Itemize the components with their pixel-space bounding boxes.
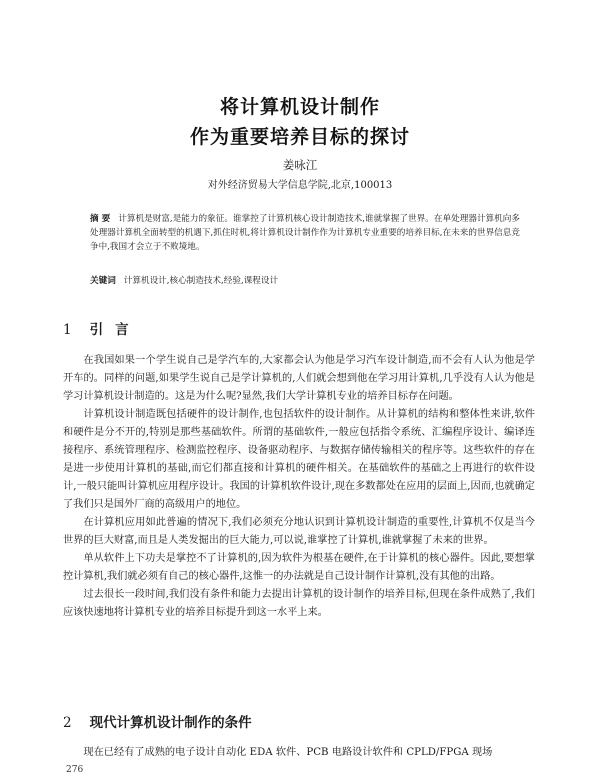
section-2-heading: [63, 711, 252, 731]
keywords-label: 关键词: [90, 276, 116, 286]
abstract-label: 摘 要: [90, 214, 111, 224]
keywords: [90, 274, 520, 286]
keywords-text: 计算机设计,核心制造技术,经验,课程设计: [123, 276, 279, 286]
section-2-body: [63, 744, 535, 762]
author-affiliation: 对外经济贸易大学信息学院,北京,100013: [207, 180, 393, 191]
section-1-title: 引言: [89, 322, 141, 338]
abstract: [90, 212, 520, 254]
paper-title-line2: 作为重要培养目标的探讨: [189, 126, 410, 148]
paragraph: 现在已经有了成熟的电子设计自动化 EDA 软件、PCB 电路设计软件和 CPLD/FPGA 现场: [83, 747, 493, 758]
section-1-number: 1: [63, 322, 72, 338]
paragraph: 在计算机应用如此普遍的情况下,我们必须充分地认识到计算机设计制造的重要性,计算机不仅是当今世界的巨大财富,而且是人类发掘出的巨大能力,可以说,谁掌控了计算机,谁就掌握了未来的世界。: [63, 517, 535, 546]
abstract-text: 计算机是财富,是能力的象征。谁掌控了计算机核心设计制造技术,谁就掌握了世界。在单处理器计算机向多处理器计算机全面转型的机遇下,抓住时机,将计算机设计制作作为计算机专业重要的培养目标,在未来的世界信息竞争中,我国才会立于不败境地。: [90, 214, 520, 252]
section-1-body: [63, 352, 535, 622]
section-1-heading: [63, 318, 141, 338]
page-number: 276: [66, 765, 84, 775]
section-2-number: 2: [63, 715, 72, 731]
section-2-title: 现代计算机设计制作的条件: [89, 715, 252, 731]
paragraph: 在我国如果一个学生说自己是学汽车的,大家都会认为他是学习汽车设计制造,而不会有人认为他是学开车的。同样的问题,如果学生说自己是学计算机的,人们就会想到他在学习用计算机,几乎没有人认为他是学习计算机设计制造的。这是为什么呢?显然,我们大学计算机专业的培养目标存在问题。: [63, 355, 535, 402]
paragraph: 过去很长一段时间,我们没有条件和能力去提出计算机的设计制作的培养目标,但现在条件成熟了,我们应该快速地将计算机专业的培养目标提升到这一水平上来。: [63, 589, 535, 618]
paragraph: 计算机设计制造既包括硬件的设计制作,也包括软件的设计制作。从计算机的结构和整体性来讲,软件和硬件是分不开的,特别是那些基础软件。所谓的基础软件,一般应包括指令系统、汇编程序设计、编译连接程序、系统管理程序、检测监控程序、设备驱动程序、与数据存储传输相关的程序等。这些软件的存在是进一步使用计算机的基础,而它们都直接和计算机的硬件相关。在基础软件的基础之上再进行的软件设计,一般只能叫计算机应用程序设计。我国的计算机软件设计,现在多数都处在应用的层面上,因而,也就确定了我们只是国外厂商的高级用户的地位。: [63, 409, 535, 510]
paragraph: 单从软件上下功夫是掌控不了计算机的,因为软件为根基在硬件,在于计算机的核心器件。因此,要想掌控计算机,我们就必须有自己的核心器件,这惟一的办法就是自己设计制作计算机,没有其他的出路。: [63, 553, 535, 582]
author-name: 姜咏江: [282, 158, 318, 172]
paper-title-line1: 将计算机设计制作: [219, 96, 380, 118]
